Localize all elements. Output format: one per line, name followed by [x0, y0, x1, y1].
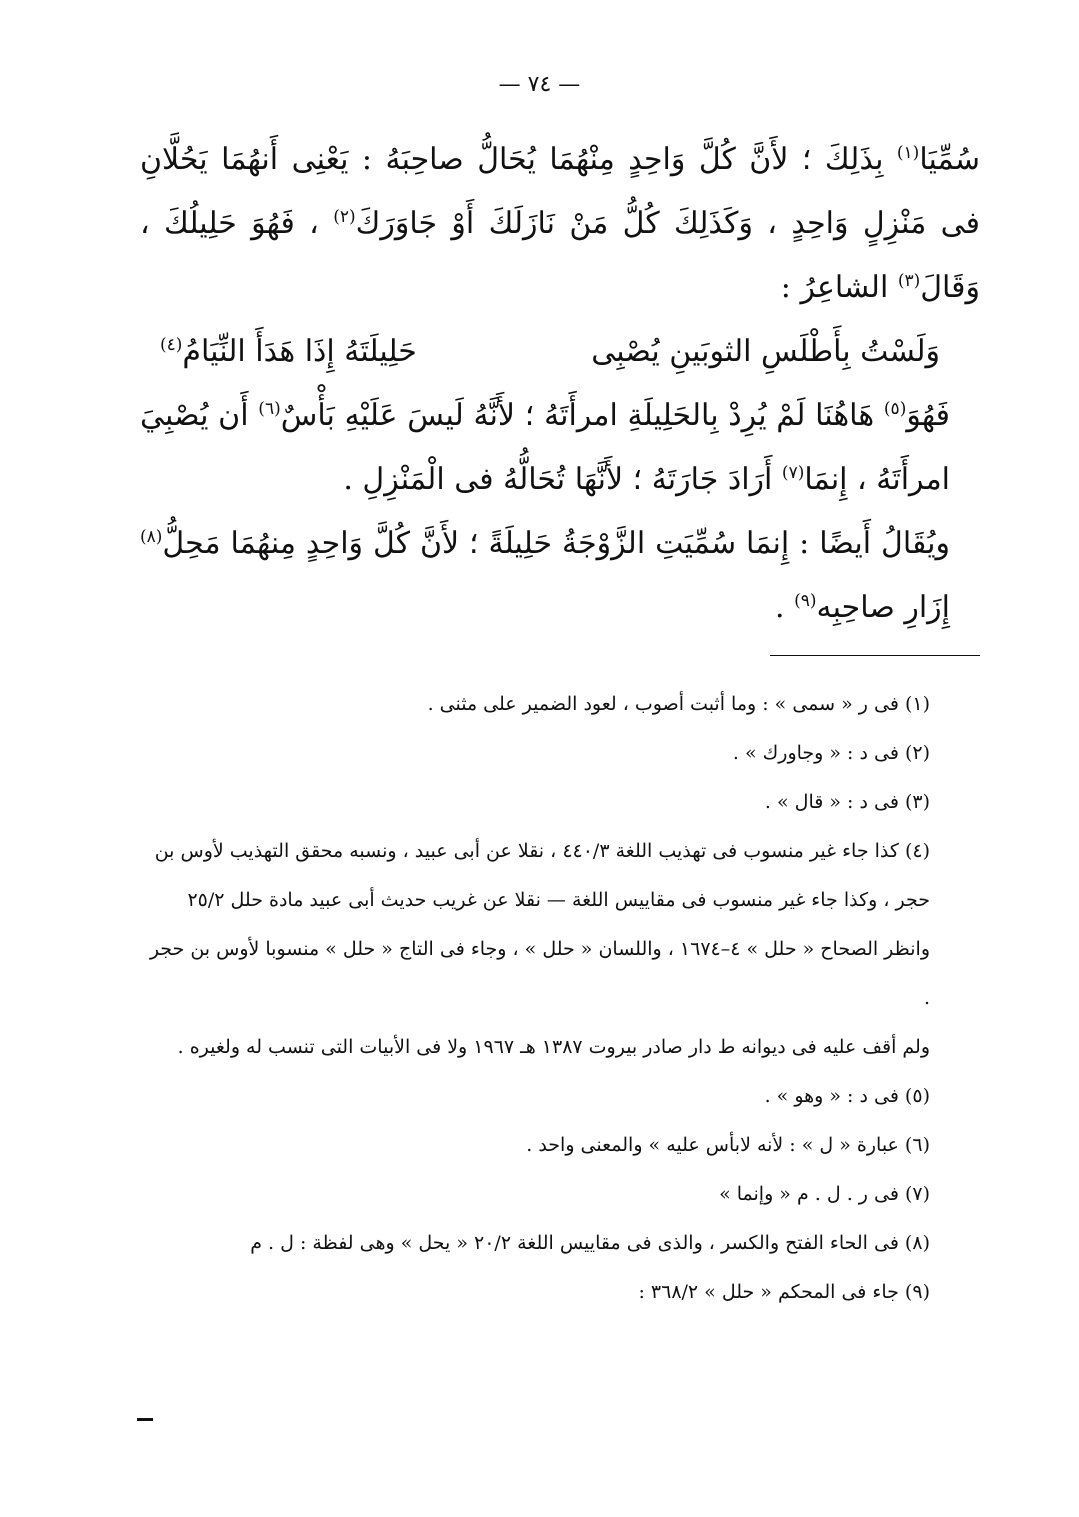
footnote-9: (٩) جاء فى المحكم « حلل » ٣٦٨/٢ : [638, 1281, 930, 1303]
footnote-8: (٨) فى الحاء الفتح والكسر ، والذى فى مقاييس اللغة ٢٠/٢ « يحل » وهى لفظة : ل . م [250, 1232, 930, 1254]
text-run: الشاعِرُ : [780, 270, 898, 305]
footnote-4-continuation: ولم أقف عليه فى ديوانه ط دار صادر بيروت ١٣٨٧ هـ ١٩٦٧ ولا فى الأبيات التى تنسب له ولغيره . [177, 1036, 930, 1058]
text-run: أَن يُصْبِيَ امرأَتَهُ ، إِنمَا [140, 398, 950, 497]
footnote-marker: (٤) [160, 335, 183, 355]
footnote-1: (١) فى ر « سمى » : وما أثبت أصوب ، لعود الضمير على مثنى . [427, 693, 930, 715]
footnote-marker: (١) [896, 143, 920, 163]
text-run: بِذَلِكَ ؛ لأَنَّ كُلَّ وَاحِدٍ مِنْهُمَا يُحَالُّ صاحِبَهُ : يَعْنِى أَنهُمَا يَحُلَّانِ فى مَنْزِلٍ وَاحِدٍ ، وَكَذَلِكَ كُلُّ مَنْ نَازَلَكَ أَوْ جَاوَرَكَ [140, 142, 980, 241]
footnote-2: (٢) فى د : « وجاورك » . [732, 742, 930, 764]
footnote-4: (٤) كذا جاء غير منسوب فى تهذيب اللغة ٤٤٠/٣ ، نقلا عن أبى عبيد ، ونسبه محقق التهذيب لأوس بن حجر ، وكذا جاء غير منسوب فى مقاييس اللغة — نقلا عن غريب حديث أبى عبيد مادة حلل ٢٥/٢ وانظر الصحاح « حلل » ٤–١٦٧٤ ، واللسان « حلل » ، وجاء فى التاج « حلل » منسوبا لأوس بن حجر . [149, 840, 930, 1009]
footnote-marker: (٨) [140, 527, 163, 547]
text-run: . [775, 590, 795, 625]
paragraph-1 [140, 128, 980, 320]
footnote-marker: (٩) [794, 591, 817, 611]
text-run: ويُقَالُ أَيضًا : إِنمَا سُمِّيَتِ الزَّوْجَةُ حَلِيلَةً ؛ لأَنَّ كُلَّ وَاحِدٍ مِنهُمَا مَحِلُّ [162, 526, 950, 561]
text-run: حَلِيلَتَهُ إِذَا هَدَأَ النِّيَامُ [182, 334, 417, 369]
verse-first-hemistich: وَلَسْتُ بِأَطْلَسِ الثوبَينِ يُصْبِى [591, 334, 940, 369]
text-run: فَهُوَ [906, 398, 950, 433]
footnotes [140, 680, 980, 1317]
page-number: — ٧٤ — [498, 72, 581, 97]
text-run: أَرَادَ جَارَتَهُ ؛ لأَنَّهَا تُحَالُّهُ فى الْمَنْزِلِ . [343, 462, 782, 497]
footnote-3: (٣) فى د : « قال » . [764, 791, 930, 813]
footnote-marker: (٦) [258, 399, 281, 419]
text-run: سُمِّيَا [919, 142, 980, 177]
footnote-marker: (٧) [781, 463, 805, 483]
footnote-separator [770, 655, 980, 656]
margin-dash [137, 1418, 153, 1421]
footnote-5: (٥) فى د : « وهو » . [764, 1085, 930, 1107]
footnote-7: (٧) فى ر . ل . م « وإنما » [719, 1183, 930, 1205]
footnote-marker: (٣) [897, 271, 921, 291]
paragraph-3 [140, 512, 980, 640]
text-run: هَاهُنَا لَمْ يُرِدْ بِالحَلِيلَةِ امرأَتَهُ ؛ لأَنَّهُ لَيسَ عَلَيْهِ بَأْسٌ [280, 398, 884, 433]
text-run: إِزَارِ صاحِبِه [816, 590, 950, 625]
paragraph-2 [140, 384, 980, 512]
footnote-marker: (٢) [333, 207, 356, 227]
footnote-6: (٦) عبارة « ل » : لأنه لابأس عليه » والمعنى واحد . [526, 1134, 930, 1156]
footnote-marker: (٥) [883, 399, 907, 419]
poetry-verse [140, 320, 980, 384]
text-run: ، فَهُوَ حَلِيلُكَ ، وَقَالَ [140, 206, 980, 305]
main-text [140, 128, 980, 640]
verse-second-hemistich [160, 320, 417, 384]
